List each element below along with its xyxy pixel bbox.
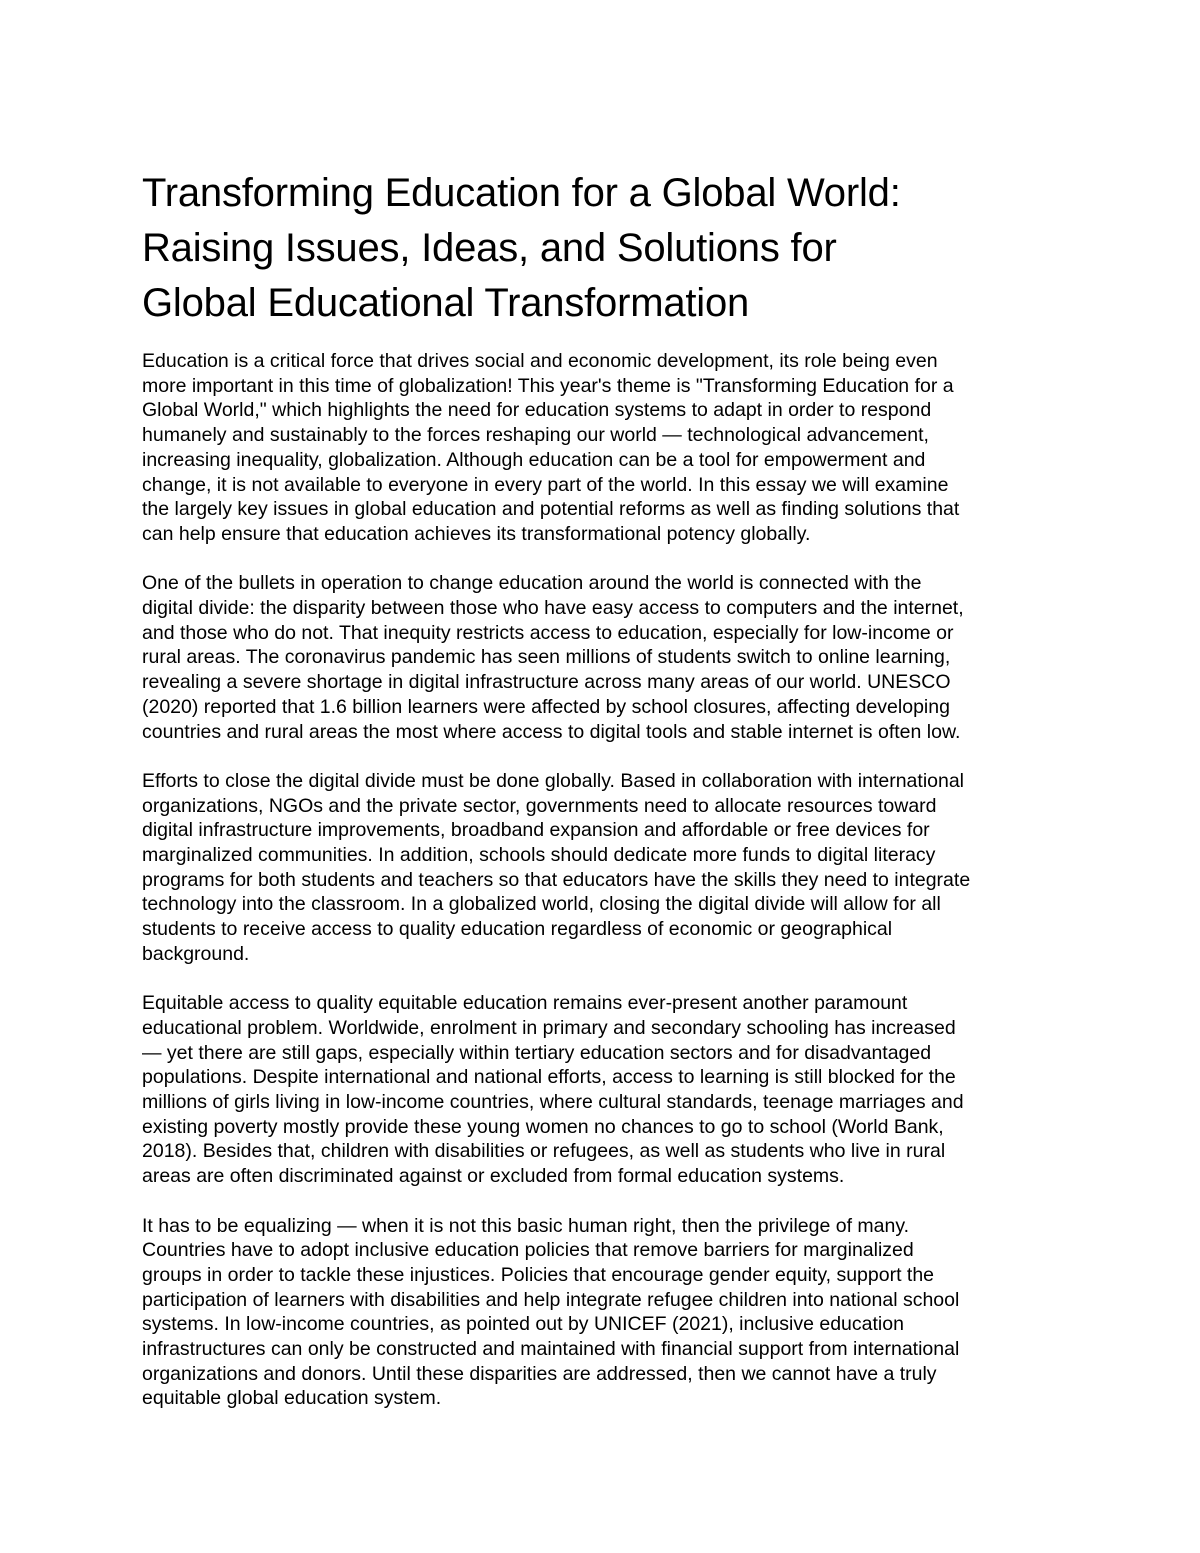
text-line: increasing inequality, globalization. Although education can be a tool for empowerment and: [142, 448, 926, 471]
text-line: populations. Despite international and national efforts, access to learning is still blocked for the: [142, 1066, 956, 1089]
text-line: millions of girls living in low-income countries, where cultural standards, teenage marriages and: [142, 1091, 964, 1114]
text-line: infrastructures can only be constructed and maintained with financial support from international: [142, 1338, 960, 1361]
text-line: Equitable access to quality equitable education remains ever-present another paramount: [142, 992, 908, 1015]
text-line: 2018). Besides that, children with disabilities or refugees, as well as students who live in rural: [142, 1140, 946, 1163]
document-page: [142, 166, 1062, 1436]
text-line: Countries have to adopt inclusive education policies that remove barriers for marginalized: [142, 1239, 914, 1262]
text-line: — yet there are still gaps, especially within tertiary education sectors and for disadvantaged: [142, 1041, 932, 1064]
text-line: humanely and sustainably to the forces reshaping our world — technological advancement,: [142, 424, 929, 447]
text-line: more important in this time of globalization! This year's theme is "Transforming Education for a: [142, 374, 954, 397]
text-line: (2020) reported that 1.6 billion learners were affected by school closures, affecting developing: [142, 695, 950, 718]
document-title: [142, 166, 1062, 331]
text-line: programs for both students and teachers so that educators have the skills they need to integrate: [142, 868, 971, 891]
text-line: technology into the classroom. In a globalized world, closing the digital divide will allow for all: [142, 893, 941, 916]
paragraph-closing-divide: [142, 769, 1062, 967]
text-line: educational problem. Worldwide, enrolment in primary and secondary schooling has increased: [142, 1016, 956, 1039]
text-line: and those who do not. That inequity restricts access to education, especially for low-income or: [142, 621, 954, 644]
text-line: It has to be equalizing — when it is not this basic human right, then the privilege of many.: [142, 1214, 910, 1237]
text-line: students to receive access to quality education regardless of economic or geographical: [142, 918, 893, 941]
paragraph-intro: [142, 349, 1062, 547]
text-line: groups in order to tackle these injustices. Policies that encourage gender equity, support the: [142, 1263, 935, 1286]
text-line: background.: [142, 942, 250, 965]
text-line: digital divide: the disparity between those who have easy access to computers and the internet,: [142, 597, 964, 620]
paragraph-equitable-access: [142, 991, 1062, 1189]
text-line: systems. In low-income countries, as pointed out by UNICEF (2021), inclusive education: [142, 1313, 904, 1336]
text-line: countries and rural areas the most where access to digital tools and stable internet is often low.: [142, 720, 961, 743]
text-line: One of the bullets in operation to change education around the world is connected with the: [142, 572, 922, 595]
text-line: Global World," which highlights the need for education systems to adapt in order to respond: [142, 399, 932, 422]
text-line: the largely key issues in global education and potential reforms as well as finding solutions that: [142, 498, 960, 521]
title-line: Global Educational Transformation: [142, 281, 750, 325]
text-line: organizations and donors. Until these disparities are addressed, then we cannot have a truly: [142, 1362, 937, 1385]
text-line: existing poverty mostly provide these young women no chances to go to school (World Bank,: [142, 1115, 944, 1138]
text-line: participation of learners with disabilities and help integrate refugee children into national school: [142, 1288, 960, 1311]
title-line: Raising Issues, Ideas, and Solutions for: [142, 226, 837, 270]
text-line: Efforts to close the digital divide must be done globally. Based in collaboration with international: [142, 769, 965, 792]
text-line: areas are often discriminated against or excluded from formal education systems.: [142, 1165, 845, 1188]
text-line: can help ensure that education achieves its transformational potency globally.: [142, 522, 811, 545]
text-line: equitable global education system.: [142, 1387, 442, 1410]
text-line: marginalized communities. In addition, schools should dedicate more funds to digital literacy: [142, 844, 936, 867]
title-line: Transforming Education for a Global World:: [142, 171, 901, 215]
text-line: change, it is not available to everyone in every part of the world. In this essay we will examine: [142, 473, 949, 496]
text-line: rural areas. The coronavirus pandemic has seen millions of students switch to online learning,: [142, 646, 951, 669]
paragraph-inclusive-policy: [142, 1214, 1062, 1412]
text-line: organizations, NGOs and the private sector, governments need to allocate resources toward: [142, 794, 937, 817]
text-line: revealing a severe shortage in digital infrastructure across many areas of our world. UNESCO: [142, 671, 951, 694]
text-line: digital infrastructure improvements, broadband expansion and affordable or free devices for: [142, 819, 930, 842]
text-line: Education is a critical force that drives social and economic development, its role being even: [142, 350, 938, 372]
paragraph-digital-divide: [142, 571, 1062, 744]
